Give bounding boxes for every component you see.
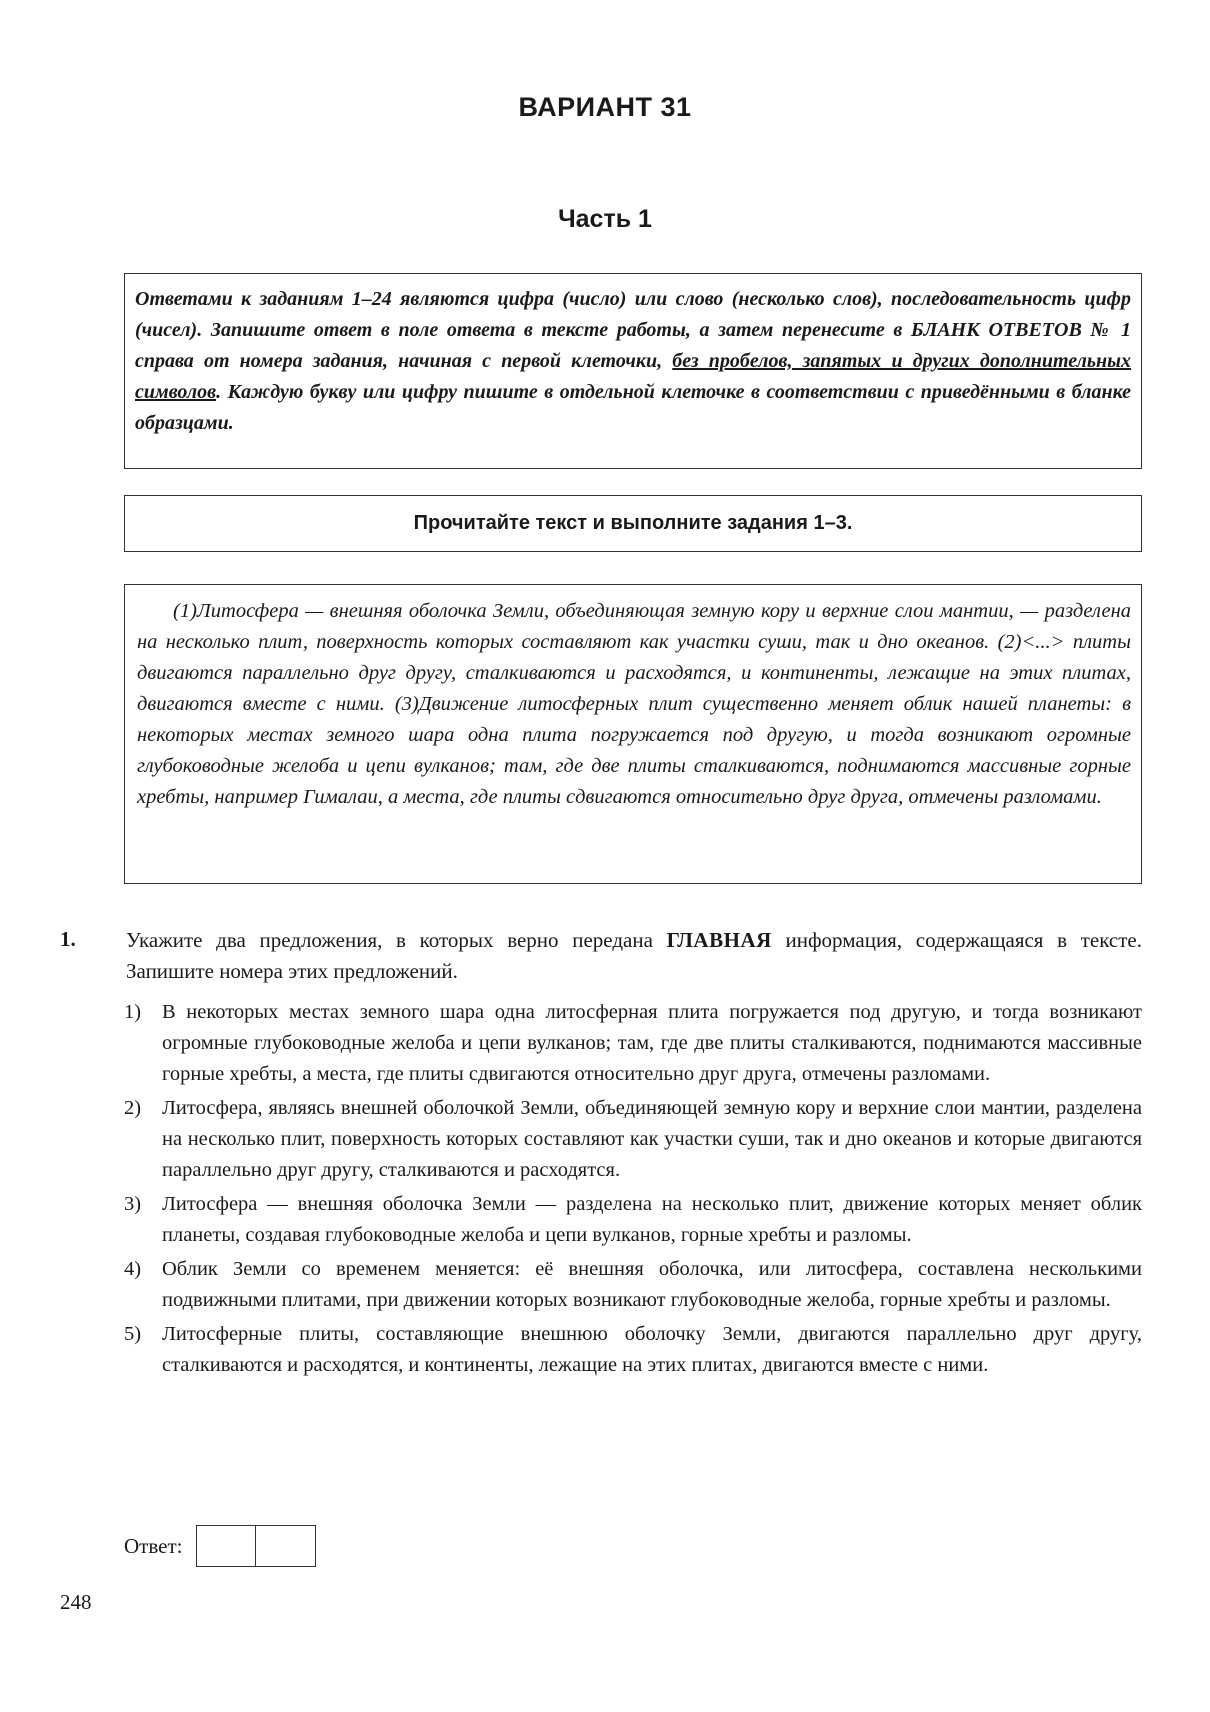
task-header-text: Прочитайте текст и выполните задания 1–3. (413, 512, 853, 534)
option-5 (124, 1319, 1142, 1381)
option-4 (124, 1254, 1142, 1316)
option-2 (124, 1093, 1142, 1186)
answer-cell-1[interactable] (196, 1525, 256, 1567)
part-title: Часть 1 (558, 205, 652, 233)
option-number: 3) (124, 1193, 142, 1215)
option-number: 2) (124, 1097, 142, 1119)
instructions-text-end: . Каждую букву или цифру пишите в отдельной клеточке в соответствии с приведёнными в бланке образцами. (135, 381, 1131, 434)
option-text: Литосфера — внешняя оболочка Земли — разделена на несколько плит, движение которых меняет облик планеты, создавая глубоководные желоба и цепи вулканов, горные хребты и разломы. (162, 1193, 1142, 1246)
answer-label: Ответ: (124, 1533, 183, 1558)
option-text: Литосфера, являясь внешней оболочкой Земли, объединяющей земную кору и верхние слои мантии, разделена на несколько плит, поверхность которых составляют как участки суши, так и дно океанов и которые двигаются параллельно друг другу, сталкиваются и расходятся. (162, 1097, 1142, 1181)
option-text: Литосферные плиты, составляющие внешнюю оболочку Земли, двигаются параллельно друг другу, сталкиваются и расходятся, и континенты, лежащие на этих плитах, двигаются вместе с ними. (162, 1323, 1142, 1376)
task-prompt (126, 925, 1142, 987)
answer-cell-2[interactable] (256, 1525, 316, 1567)
task-prompt-start: Укажите два предложения, в которых верно передана (126, 928, 667, 952)
reading-text-box (124, 584, 1142, 884)
option-text: В некоторых местах земного шара одна литосферная плита погружается под другую, и тогда возникают огромные глубоководные желоба и цепи вулканов; там, где две плиты сталкиваются, поднимаются массивные горные хребты, а места, где плиты сдвигаются относительно друг друга, отмечены разломами. (162, 1001, 1142, 1085)
answer-row (124, 1525, 316, 1567)
option-1 (124, 997, 1142, 1090)
instructions-text: Ответами к заданиям 1–24 являются цифра (число) или слово (несколько слов), последовательность цифр (чисел). Запишите ответ в поле ответа в тексте работы, а затем перенесите в БЛАНК ОТВЕТОВ № 1 справа от номера задания, начиная с первой клеточки, (135, 288, 1131, 372)
option-number: 4) (124, 1258, 142, 1280)
instructions-box (124, 273, 1142, 469)
task-prompt-bold: ГЛАВНАЯ (666, 928, 772, 952)
task-header-box (124, 495, 1142, 552)
option-number: 1) (124, 1001, 142, 1023)
answer-options (124, 997, 1142, 1384)
instructions-underlined: без пробелов, запятых и других дополнительных символов (135, 350, 1132, 403)
reading-text: (1)Литосфера — внешняя оболочка Земли, объединяющая земную кору и верхние слои мантии, — разделена на несколько плит, поверхность которых составляют как участки суши, так и дно океанов. (2)<...> плиты двигаются параллельно друг другу, сталкиваются и расходятся, и континенты, лежащие на этих плитах, двигаются вместе с ними. (3)Движение литосферных плит существенно меняет облик нашей планеты: в некоторых местах земного шара одна плита погружается под другую, и тогда возникают огромные глубоководные желоба и цепи вулканов; там, где две плиты сталкиваются, поднимаются массивные горные хребты, например Гималаи, а места, где плиты сдвигаются относительно друг друга, отмечены разломами. (137, 600, 1131, 808)
task-number: 1. (60, 927, 76, 951)
task-prompt-end: информация, содержащаяся в тексте. Запишите номера этих предложений. (126, 928, 1142, 983)
option-3 (124, 1189, 1142, 1251)
option-text: Облик Земли со временем меняется: её внешняя оболочка, или литосфера, составлена несколькими подвижными плитами, при движении которых возникают глубоководные желоба, горные хребты и разломы. (162, 1258, 1142, 1311)
page-number: 248 (60, 1590, 92, 1614)
variant-title: ВАРИАНТ 31 (518, 92, 692, 122)
option-number: 5) (124, 1323, 142, 1345)
